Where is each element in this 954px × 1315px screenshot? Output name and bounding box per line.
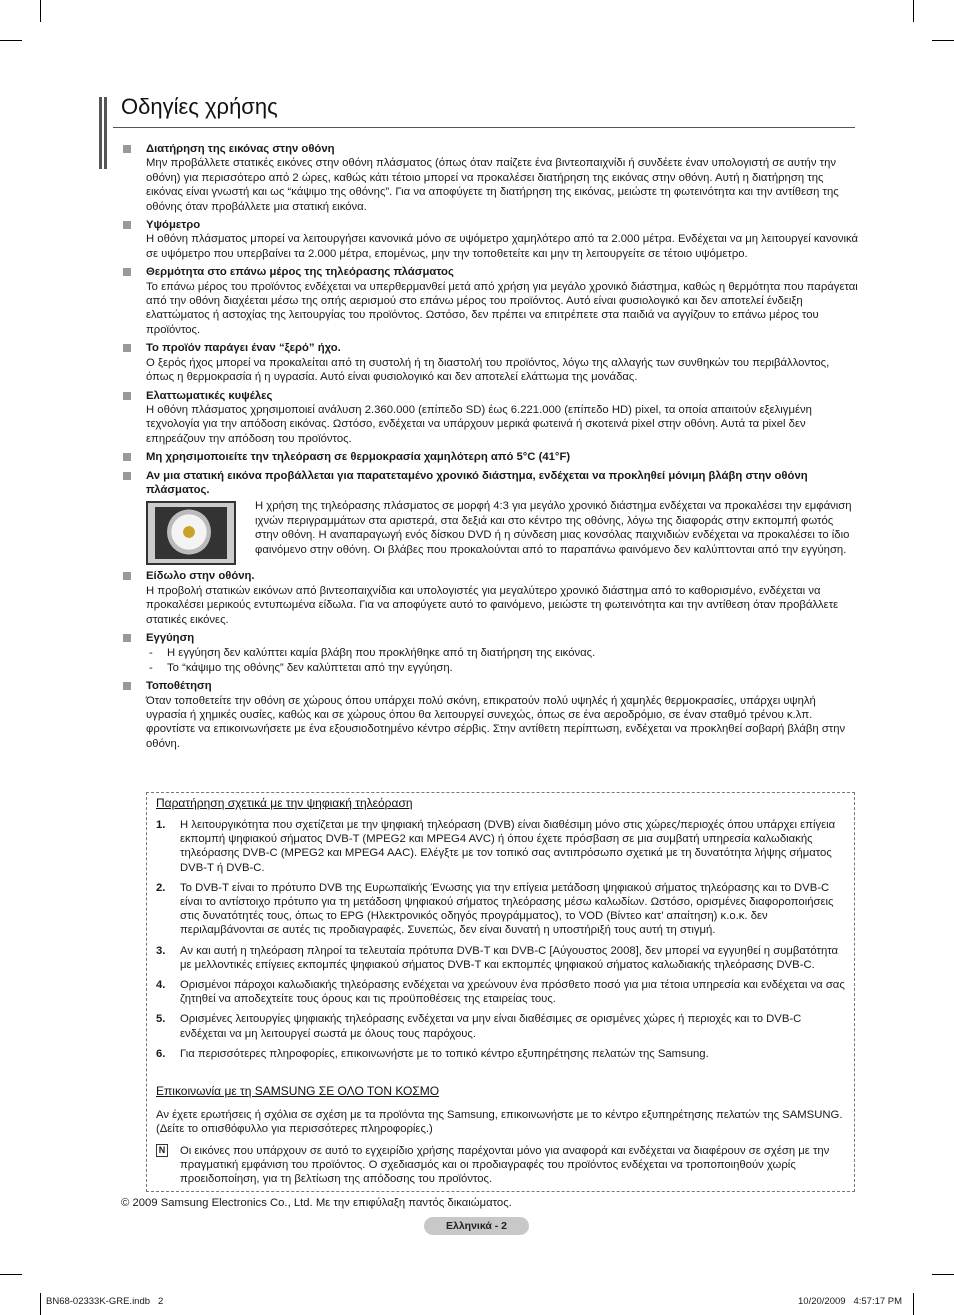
crop-mark bbox=[913, 0, 914, 22]
bullet-square-icon bbox=[123, 472, 131, 480]
crop-mark bbox=[932, 40, 954, 41]
tv-screen-image bbox=[146, 501, 236, 565]
section-body: Η οθόνη πλάσματος χρησιμοποιεί ανάλυση 2.360.000 (επίπεδο SD) έως 6.221.000 (επίπεδο HD) pixel, τα οποία απαιτούν εξελιγμένη τεχνολογία για την απόδοση εικόνας. Ωστόσο, ενδέχεται να υπάρχουν μερικά φωτεινά ή σκοτεινά pixel στην οθόνη. Αυτά τα pixel δεν επηρεάζουν την απόδοση του προϊόντος. bbox=[146, 403, 812, 445]
bullet-square-icon bbox=[123, 344, 131, 352]
bullet-square-icon bbox=[123, 634, 131, 642]
section-heading: Εγγύηση bbox=[146, 631, 195, 644]
note bbox=[156, 1144, 846, 1187]
section-heading: Μη χρησιμοποιείτε την τηλεόραση σε θερμοκρασία χαμηλότερη από 5°C (41°F) bbox=[146, 451, 571, 464]
list-item: 6. Για περισσότερες πληροφορίες, επικοινωνήστε με το τοπικό κέντρο εξυπηρέτησης πελατών της Samsung. bbox=[156, 1047, 709, 1060]
list-item: 1. Η λειτουργικότητα που σχετίζεται με την ψηφιακή τηλεόραση (DVB) είναι διαθέσιμη μόνο στις χώρες/περιοχές όπου υπάρχει επίγεια εκπομπή ψηφιακού σήματος DVB-T (MPEG2 και MPEG4 AVC) ή όπου έχετε πρόσβαση σε μια συμβατή υπηρεσία καλωδιακής τηλεόρασης DVB-C (MPEG2 και MPEG4 AAC). Ελέγξτε με τον τοπικό σας αντιπρόσωπο σχετικά με τη δυνατότητα λήψης σήματος DVB-T ή DVB-C. bbox=[156, 819, 836, 874]
bullet-square-icon bbox=[123, 453, 131, 461]
section-body: Το επάνω μέρος του προϊόντος ενδέχεται να υπερθερμανθεί μετά από χρήση για μεγάλο χρονικό διάστημα, καθώς η θερμότητα που παράγεται από την οθόνη διαχέεται μέσω της οπής αερισμού στο επάνω μέρος του προϊόντος. Αυτό είναι φυσιολογικό και δεν αποτελεί ένδειξη ελαττώματος ή αστοχίας της λειτουργίας του προϊόντος. Ωστόσο, δεν πρέπει να επιτρέπετε στα παιδιά να αγγίζουν το επάνω μέρος του προϊόντος. bbox=[146, 280, 858, 336]
section-image-retention bbox=[119, 142, 859, 214]
crop-mark bbox=[0, 40, 22, 41]
section-body: Ο ξερός ήχος μπορεί να προκαλείται από τη συστολή ή τη διαστολή του προϊόντος, λόγω της αλλαγής των συνθηκών του περιβάλλοντος, όπως η θερμοκρασία ή η υγρασία. Αυτό είναι φυσιολογικό και δεν αποτελεί ελάττωμα της μονάδας. bbox=[146, 356, 830, 384]
section-altitude bbox=[119, 218, 859, 261]
bullet-square-icon bbox=[123, 392, 131, 400]
section-installation bbox=[119, 679, 859, 751]
section-static-image bbox=[119, 469, 859, 566]
crop-mark bbox=[913, 1293, 914, 1315]
contact-title: Επικοινωνία με τη SAMSUNG ΣΕ ΟΛΟ ΤΟΝ ΚΟΣΜΟ bbox=[156, 1084, 440, 1098]
notice-list bbox=[156, 818, 846, 1067]
bullet-square-icon bbox=[123, 268, 131, 276]
list-item: 5. Ορισμένες λειτουργίες ψηφιακής τηλεόρασης ενδέχεται να μην είναι διαθέσιμες σε ορισμένες χώρες ή περιοχές και το DVB-C ενδέχεται να μη λειτουργεί σωστά με όλους τους παρόχους. bbox=[156, 1013, 802, 1040]
section-heading: Διατήρηση της εικόνας στην οθόνη bbox=[146, 143, 335, 155]
section-warranty bbox=[119, 631, 859, 675]
page-number-badge: Ελληνικά - 2 bbox=[424, 1217, 529, 1235]
section-heading: Υψόμετρο bbox=[146, 219, 201, 232]
section-body: Μην προβάλλετε στατικές εικόνες στην οθόνη πλάσματος (όπως όταν παίζετε ένα βιντεοπαιχνίδι ή συνδέετε έναν υπολογιστή σε αυτήν την οθόνη) για περισσότερο από 2 ώρες, καθώς κάτι τέτοιο μπορεί να προκαλέσει διατήρηση της εικόνας στην οθόνη. Αυτή η διατήρηση της εικόνας είναι γνωστή και ως “κάψιμο της οθόνης”. Για να αποφύγετε τη διατήρηση της εικόνας, μειώστε τη φωτεινότητα και την αντίθεση της οθόνης όταν προβάλλετε μια στατική εικόνα. bbox=[146, 157, 839, 213]
copyright: © 2009 Samsung Electronics Co., Ltd. Με την επιφύλαξη παντός δικαιώματος. bbox=[121, 1197, 512, 1209]
section-heading: Ελαττωματικές κυψέλες bbox=[146, 389, 273, 402]
section-temperature bbox=[119, 450, 859, 464]
list-item: - Το “κάψιμο της οθόνης” δεν καλύπτεται από την εγγύηση. bbox=[149, 661, 453, 674]
note-text: Οι εικόνες που υπάρχουν σε αυτό το εγχειρίδιο χρήσης παρέχονται μόνο για αναφορά και ενδέχεται να διαφέρουν σε σχέση με την πραγματική εμφάνιση του προϊόντος. Ο σχεδιασμός και οι προδιαγραφές του προϊόντος ενδέχεται να τροποποιηθούν χωρίς προειδοποίηση, για τη βελτίωση της απόδοσης του προϊόντος. bbox=[180, 1145, 830, 1186]
section-heading: Θερμότητα στο επάνω μέρος της τηλεόρασης πλάσματος bbox=[146, 266, 454, 279]
section-body: Η προβολή στατικών εικόνων από βιντεοπαιχνίδια και υπολογιστές για μεγαλύτερο χρονικό διάστημα από το καθορισμένο, ενδέχεται να προκαλέσει μερικούς εντυπωμένα είδωλα. Για να αποφύγετε αυτό το φαινόμενο, μειώστε τη φωτεινότητα και την αντίθεση όταν προβάλλετε στατικές εικόνες. bbox=[146, 584, 839, 626]
footer-timestamp: 10/20/2009 4:57:17 PM bbox=[798, 1296, 903, 1307]
note-icon: N bbox=[156, 1144, 168, 1157]
bullet-square-icon bbox=[123, 145, 131, 153]
section-sound bbox=[119, 341, 859, 384]
bullet-square-icon bbox=[123, 221, 131, 229]
bullet-square-icon bbox=[123, 682, 131, 690]
section-heading: Το προϊόν παράγει έναν “ξερό” ήχο. bbox=[146, 342, 341, 355]
warranty-list bbox=[146, 646, 859, 675]
crop-mark bbox=[932, 1274, 954, 1275]
crop-mark bbox=[0, 1274, 22, 1275]
flower-picture bbox=[167, 509, 211, 555]
bullet-square-icon bbox=[123, 572, 131, 580]
list-item: - Η εγγύηση δεν καλύπτει καμία βλάβη που προκλήθηκε από τη διατήρηση της εικόνας. bbox=[149, 647, 596, 660]
notice-title: Παρατήρηση σχετικά με την ψηφιακή τηλεόραση bbox=[156, 796, 413, 810]
section-heading: Αν μια στατική εικόνα προβάλλεται για παρατεταμένο χρονικό διάστημα, ενδέχεται να προκληθεί μόνιμη βλάβη στην οθόνη πλάσματος. bbox=[146, 469, 808, 496]
section-heading: Τοποθέτηση bbox=[146, 680, 212, 693]
section-heading: Είδωλο στην οθόνη. bbox=[146, 570, 255, 583]
contact-body: Αν έχετε ερωτήσεις ή σχόλια σε σχέση με τα προϊόντα της Samsung, επικοινωνήστε με το κέντρο εξυπηρέτησης πελατών της SAMSUNG. (Δείτε το οπισθόφυλλο για περισσότερες πληροφορίες.) bbox=[156, 1109, 843, 1136]
section-body: Η οθόνη πλάσματος μπορεί να λειτουργήσει κανονικά μόνο σε υψόμετρο χαμηλότερο από τα 2.000 μέτρα. Ενδέχεται να μη λειτουργεί κανονικά σε υψόμετρο που υπερβαίνει τα 2.000 μέτρα, επομένως, μην την τοποθετείτε και μην τη λειτουργείτε σε τέτοιο υψόμετρο. bbox=[146, 233, 859, 260]
title-rule bbox=[113, 127, 855, 128]
section-body: Η χρήση της τηλεόρασης πλάσματος σε μορφή 4:3 για μεγάλο χρονικό διάστημα ενδέχεται να προκαλέσει την εμφάνιση ιχνών περιγραμμάτων στα αριστερά, στα δεξιά και στο κέντρο της οθόνης, λόγω της διαφοράς στην εκπομπή φωτός στην οθόνη. Η αναπαραγωγή ενός δίσκου DVD ή η σύνδεση μιας κονσόλας παιχνιδιών ενδέχεται να προκαλέσει το ίδιο φαινόμενο στην οθόνη. Οι βλάβες που προκαλούνται από το παραπάνω φαινόμενο δεν καλύπτονται από την εγγύηση. bbox=[255, 500, 852, 556]
crop-mark bbox=[40, 0, 41, 22]
section-heat bbox=[119, 265, 859, 337]
main-content bbox=[119, 142, 859, 755]
list-item: 3. Αν και αυτή η τηλεόραση πληροί τα τελευταία πρότυπα DVB-T και DVB-C [Αύγουστος 2008], δεν μπορεί να εγγυηθεί η συμβατότητα με μελλοντικές επίγειες εκπομπές ψηφιακού σήματος DVB-T και εκπομπές ψηφιακού σήματος καλωδιακής τηλεόρασης DVB-C. bbox=[156, 944, 839, 971]
page-title: Οδηγίες χρήσης bbox=[121, 94, 278, 119]
section-ghosting bbox=[119, 569, 859, 627]
list-item: 2. Το DVB-T είναι το πρότυπο DVB της Ευρωπαϊκής Ένωσης για την επίγεια μετάδοση ψηφιακού σήματος τηλεόρασης και το DVB-C είναι το αντίστοιχο πρότυπο για τη μετάδοση ψηφιακού σήματος τηλεόρασης μέσω καλωδίων. Ωστόσο, ορισμένες διαφοροποιήσεις στις δυνατότητές τους, όπως το EPG (Ηλεκτρονικός οδηγός προγράμματος), το VOD (Βίντεο κατ’ απαίτηση) κ.ο.κ. δεν περιλαμβάνονται σε αυτές τις προδιαγραφές. Συνεπώς, δεν είναι δυνατή η υποστήριξή τους αυτή τη στιγμή. bbox=[156, 881, 834, 937]
list-item: 4. Ορισμένοι πάροχοι καλωδιακής τηλεόρασης ενδέχεται να χρεώνουν ένα πρόσθετο ποσό για μια τέτοια υπηρεσία και ενδέχεται να σας ζητηθεί να αποδεχτείτε τους όρους και τις προϋποθέσεις της εταιρείας τους. bbox=[156, 979, 845, 1006]
section-defective-cells bbox=[119, 389, 859, 447]
section-body: Όταν τοποθετείτε την οθόνη σε χώρους όπου υπάρχει πολύ σκόνη, επικρατούν πολύ υψηλές ή χαμηλές θερμοκρασίες, υπάρχει υψηλή υγρασία ή χημικές ουσίες, καθώς και σε χώρους όπου θα λειτουργεί συνεχώς, όπως σε ένα αεροδρόμιο, σε έναν σταθμό τρένου κ.λπ. φροντίστε να επικοινωνήσετε με ένα εξουσιοδοτημένο κέντρο σέρβις. Στην αντίθετη περίπτωση, ενδέχεται να προκληθεί σοβαρή βλάβη στην οθόνη. bbox=[146, 694, 846, 750]
footer-file: BN68-02333K-GRE.indb 2 bbox=[46, 1296, 164, 1307]
crop-mark bbox=[40, 1293, 41, 1315]
